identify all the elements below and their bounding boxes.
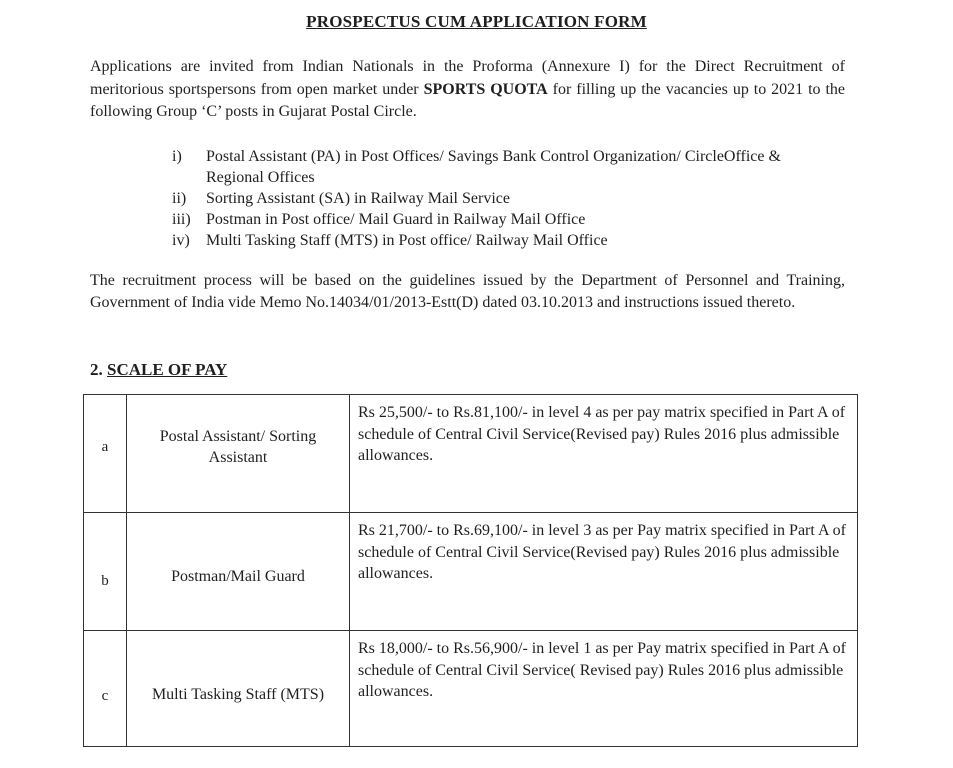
list-item-number: ii) bbox=[172, 190, 187, 207]
row-id-cell bbox=[84, 513, 127, 631]
list-item-number: i) bbox=[172, 148, 182, 165]
list-item-text: Multi Tasking Staff (MTS) in Post office/ Railway Mail Office bbox=[206, 232, 608, 249]
intro-paragraph bbox=[90, 56, 845, 124]
intro-text-part2: for filling up the vacancies up to 2021 to the following Group ‘C’ posts in Gujarat Postal Circle. bbox=[90, 80, 846, 120]
list-item-text: Postal Assistant (PA) in Post Offices/ Savings Bank Control Organization/ CircleOffice & Regional Offices bbox=[206, 148, 781, 186]
section-number: 2. bbox=[90, 360, 103, 379]
document-title: PROSPECTUS CUM APPLICATION FORM bbox=[306, 12, 647, 31]
post-cell bbox=[127, 513, 350, 631]
list-item bbox=[172, 209, 832, 230]
list-item-number: iv) bbox=[172, 232, 190, 249]
row-id: b bbox=[101, 573, 109, 589]
row-id: a bbox=[101, 439, 109, 455]
post-cell bbox=[127, 631, 350, 747]
section-heading bbox=[90, 360, 227, 380]
list-item bbox=[172, 230, 832, 251]
post-name: Postman/Mail Guard bbox=[171, 568, 305, 585]
pay-scale-cell: Rs 21,700/- to Rs.69,100/- in level 3 as per Pay matrix specified in Part A of schedule of Central Civil Service(Revised pay) Rules 2016 plus admissible allowances. bbox=[350, 513, 858, 631]
recruitment-paragraph: The recruitment process will be based on the guidelines issued by the Department of Personnel and Training, Government of India vide Memo No.14034/01/2013-Estt(D) dated 03.10.2013 and instructions issued thereto. bbox=[90, 272, 845, 311]
post-list bbox=[172, 146, 832, 251]
table-row bbox=[84, 395, 858, 513]
table-row bbox=[84, 513, 858, 631]
table-row bbox=[84, 631, 858, 747]
section-title: SCALE OF PAY bbox=[107, 360, 228, 379]
intro-emphasis: SPORTS QUOTA bbox=[423, 80, 548, 98]
list-item-text: Postman in Post office/ Mail Guard in Railway Mail Office bbox=[206, 211, 586, 228]
post-name: Multi Tasking Staff (MTS) bbox=[151, 686, 325, 703]
post-cell bbox=[127, 395, 350, 513]
pay-scale-table bbox=[83, 394, 858, 747]
list-item bbox=[172, 188, 832, 209]
row-id-cell bbox=[84, 631, 127, 747]
intro-text-part1: Applications are invited from Indian Nationals in the Proforma (Annexure I) for the Direct Recruitment of meritorious sportspersons from open market under bbox=[90, 58, 845, 98]
pay-scale-cell: Rs 25,500/- to Rs.81,100/- in level 4 as per pay matrix specified in Part A of schedule of Central Civil Service(Revised pay) Rules 2016 plus admissible allowances. bbox=[350, 395, 858, 513]
list-item-text: Sorting Assistant (SA) in Railway Mail Service bbox=[206, 190, 510, 207]
post-name: Postal Assistant/ Sorting Assistant bbox=[159, 427, 317, 466]
pay-scale-cell: Rs 18,000/- to Rs.56,900/- in level 1 as per Pay matrix specified in Part A of schedule of Central Civil Service( Revised pay) Rules 2016 plus admissible allowances. bbox=[350, 631, 858, 747]
row-id: c bbox=[101, 688, 109, 704]
list-item-number: iii) bbox=[172, 211, 191, 228]
row-id-cell bbox=[84, 395, 127, 513]
list-item bbox=[172, 146, 832, 188]
